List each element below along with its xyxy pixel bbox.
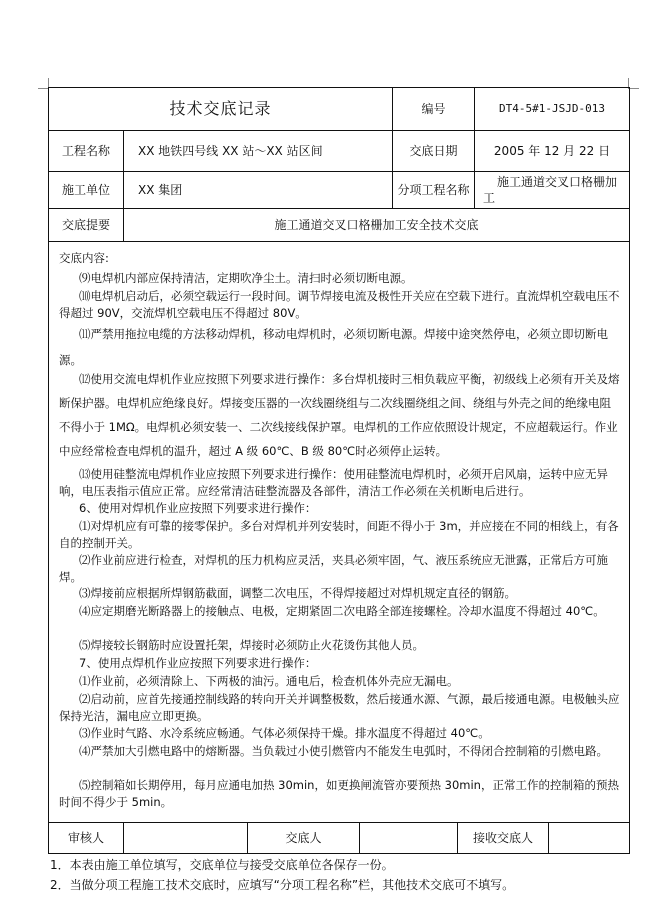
subproject-value: 施工通道交叉口格栅加工 [483,175,618,205]
unit-value: XX 集团 [124,172,393,208]
content-line: ⑿使用交流电焊机作业应按照下列要求进行操作：多台焊机接时三相负载应平衡，初级线上必须有开关及熔断保护器。电焊机应绝缘良好。焊接变压器的一次线圈绕组与二次线圈绕组之间、绕组与外壳之间的绝缘电阻不得小于 1MΩ。电焊机必须安装一、二次线接线保护罩。电焊机的工作应依照设计规定，不应超载运行。作业中应经常检查电焊机的温升，超过 A 级 60℃、B 级 80℃时必须停止运转。 [59,372,620,458]
content-line: ⒀使用硅整流电焊机作业应按照下列要求进行操作：使用硅整流电焊机时，必须开启风扇，运转中应无异响，电压表指示值应正常。应经常清洁硅整流器及各部件，清洁工作必须在关机断电后进行。 [59,467,608,498]
content-line: ⑶作业时气路、水冷系统应畅通。气体必须保持干燥。排水温度不得超过 40℃。 [79,726,490,740]
reviewer-label: 审核人 [49,823,124,853]
unit-row [49,172,629,209]
receiver-field[interactable] [549,823,629,853]
content-line: ⑷严禁加大引燃电路中的熔断器。当负载过小使引燃管内不能发生电弧时，不得闭合控制箱的引燃电路。 [79,744,608,758]
unit-label: 施工单位 [49,172,124,208]
summary-row [49,209,629,242]
content-line: ⑸焊接较长钢筋时应设置托架，焊接时必须防止火花烫伤其他人员。 [79,638,424,652]
content-line: 7、使用点焊机作业应按照下列要求进行操作： [79,656,317,670]
receiver-label: 接收交底人 [458,823,549,853]
content-line: 6、使用对焊机作业应按照下列要求进行操作： [79,501,317,515]
project-name-label: 工程名称 [49,131,124,171]
content-line: ⑷应定期磨光断路器上的接触点、电极，定期紧固二次电路全部连接螺栓。冷却水温度不得超过 40℃。 [79,604,605,618]
content-line: ⑴作业前，必须清除上、下两极的油污。通电后，检查机体外壳应无漏电。 [79,674,459,688]
signature-row [49,823,629,853]
content-line: ⑴对焊机应有可靠的接零保护。多台对焊机并列安装时，间距不得小于 3m，并应接在不同的相线上，有各自的控制开关。 [59,519,619,550]
footnote-2: 2．当做分项工程施工技术交底时，应填写“分项工程名称”栏，其他技术交底可不填写。 [50,878,515,892]
discloser-field[interactable] [360,823,458,853]
form-title: 技术交底记录 [49,88,393,130]
discloser-label: 交底人 [248,823,360,853]
footnote-1: 1．本表由施工单位填写，交底单位与接受交底单位各保存一份。 [50,858,394,872]
reviewer-field[interactable] [124,823,248,853]
date-value: 2005 年 12 月 22 日 [493,144,611,158]
summary-label: 交底提要 [49,209,124,241]
content-line: ⑶焊接前应根据所焊钢筋截面，调整二次电压，不得焊接超过对焊机规定直径的钢筋。 [79,586,516,600]
subproject-label: 分项工程名称 [393,172,475,208]
content-line: ⑼电焊机内部应保持清洁，定期吹净尘土。清扫时必须切断电源。 [79,271,413,285]
content-line: ⑵启动前，应首先接通控制线路的转向开关并调整极数，然后接通水源、气源，最后接通电源。电极触头应保持光洁，漏电应立即更换。 [59,692,620,723]
title-row [49,88,629,131]
number-label: 编号 [393,88,475,130]
disclosure-content [49,242,629,823]
content-line: ⑵作业前应进行检查，对焊机的压力机构应灵活，夹具必须牢固，气、液压系统应无泄露，正常后方可施焊。 [59,553,608,584]
content-line: ⑸控制箱如长期停用，每月应通电加热 30min，如更换闸流管亦要预热 30min，正常工作的控制箱的预热时间不得少于 5min。 [59,778,619,809]
tech-disclosure-form [48,87,630,854]
project-name-value: XX 地铁四号线 XX 站～XX 站区间 [124,131,393,171]
number-value: DT4-5#1-JSJD-013 [499,102,605,115]
content-line: ⑽电焊机启动后，必须空载运行一段时间。调节焊接电流及极性开关应在空载下进行。直流焊机空载电压不得超过 90V，交流焊机空载电压不得超过 80V。 [59,289,620,320]
date-label: 交底日期 [393,131,475,171]
content-heading: 交底内容: [59,251,109,265]
project-row [49,131,629,172]
content-line: ⑾严禁用拖拉电缆的方法移动焊机，移动电焊机时，必须切断电源。焊接中途突然停电，必须立即切断电源。 [59,327,608,367]
summary-value: 施工通道交叉口格栅加工安全技术交底 [274,218,479,232]
